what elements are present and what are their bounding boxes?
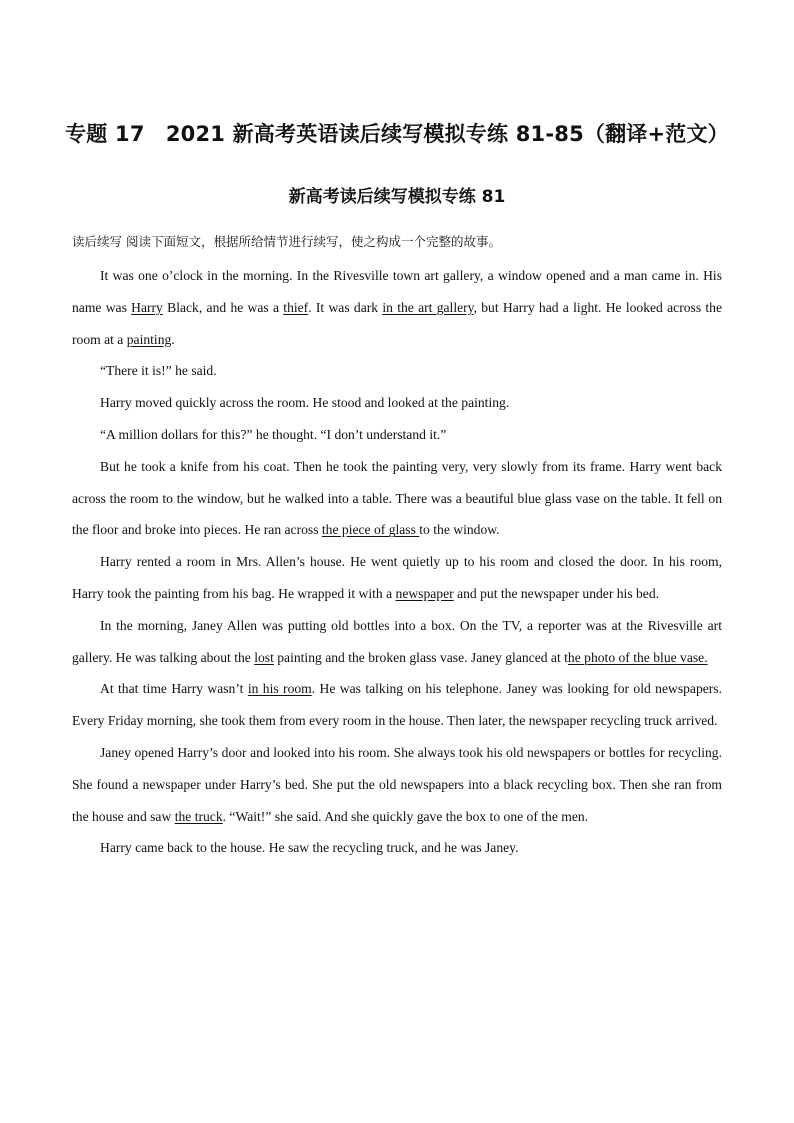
story-paragraph (72, 610, 722, 674)
text-segment: Black, and he was a (162, 299, 284, 315)
task-instruction: 读后续写 阅读下面短文，根据所给情节进行续写，使之构成一个完整的故事。 (72, 234, 501, 249)
story-paragraph (72, 355, 722, 387)
story-paragraph (72, 673, 722, 737)
text-segment: . It was dark (308, 299, 383, 315)
text-segment: At that time Harry wasn’t (100, 681, 248, 697)
underlined-phrase: thief (283, 299, 309, 315)
text-segment: . (171, 331, 175, 347)
story-paragraph (72, 387, 722, 419)
underlined-phrase: painting (126, 331, 172, 347)
text-segment: “There it is!” he said. (100, 363, 217, 379)
underlined-phrase: lost (254, 649, 274, 665)
text-segment: and put the newspaper under his bed. (453, 585, 660, 601)
underlined-phrase: the piece of glass (321, 522, 420, 538)
text-segment: Harry rented a room in Mrs. Allen’s house. He went quietly up to his room and closed the door. In his room, Harry took the painting from his bag. He wrapped it with a (72, 554, 722, 601)
text-segment: painting and the broken glass vase. Janey glanced at t (273, 649, 568, 665)
section-subtitle: 新高考读后续写模拟专练 81 (288, 187, 506, 207)
story-paragraph (72, 737, 722, 832)
underlined-phrase: in his room (247, 681, 312, 697)
text-segment: Janey opened Harry’s door and looked into his room. She always took his old newspapers or bottles for recycling. She found a newspaper under Harry’s bed. She put the old newspapers into a black recycling box. Then she ran from the house and saw (72, 744, 722, 824)
text-segment: . “Wait!” she said. And she quickly gave the box to one of the men. (222, 808, 589, 824)
story-paragraph (72, 419, 722, 451)
story-body (72, 260, 722, 864)
underlined-phrase: in the art gallery (382, 299, 474, 315)
underlined-phrase: he photo of the blue vase. (567, 649, 708, 665)
text-segment: But he took a knife from his coat. Then he took the painting very, very slowly from its frame. Harry went back across the room to the window, but he walked into a table. There was a beautiful blue glass vase on the table. It fell on the floor and broke into pieces. He ran across (72, 458, 722, 538)
story-paragraph (72, 546, 722, 610)
story-paragraph (72, 451, 722, 546)
story-paragraph (72, 832, 722, 864)
underlined-phrase: the truck (174, 808, 223, 824)
text-segment: Harry came back to the house. He saw the recycling truck, and he was Janey. (100, 840, 519, 856)
text-segment: It was one o’clock in the morning. In the Rivesville town art gallery, a window opened and a man came in. His name was (72, 268, 722, 315)
text-segment: Harry moved quickly across the room. He stood and looked at the painting. (100, 395, 510, 411)
text-segment: “A million dollars for this?” he thought. “I don’t understand it.” (100, 426, 447, 442)
underlined-phrase: Harry (131, 299, 163, 315)
story-paragraph (72, 260, 722, 355)
page-title: 专题 17 2021 新高考英语读后续写模拟专练 81-85（翻译+范文） (65, 122, 729, 146)
text-segment: . He was talking on his telephone. Janey was looking for old newspapers. Every Friday morning, she took them from every room in the house. Then later, the newspaper recycling truck arrived. (72, 681, 722, 729)
text-segment: In the morning, Janey Allen was putting old bottles into a box. On the TV, a reporter was at the Rivesville art gallery. He was talking about the (72, 617, 722, 665)
text-segment: , but Harry had a light. He looked across the room at a (72, 299, 722, 347)
text-segment: to the window. (419, 522, 500, 538)
underlined-phrase: newspaper (395, 585, 454, 601)
